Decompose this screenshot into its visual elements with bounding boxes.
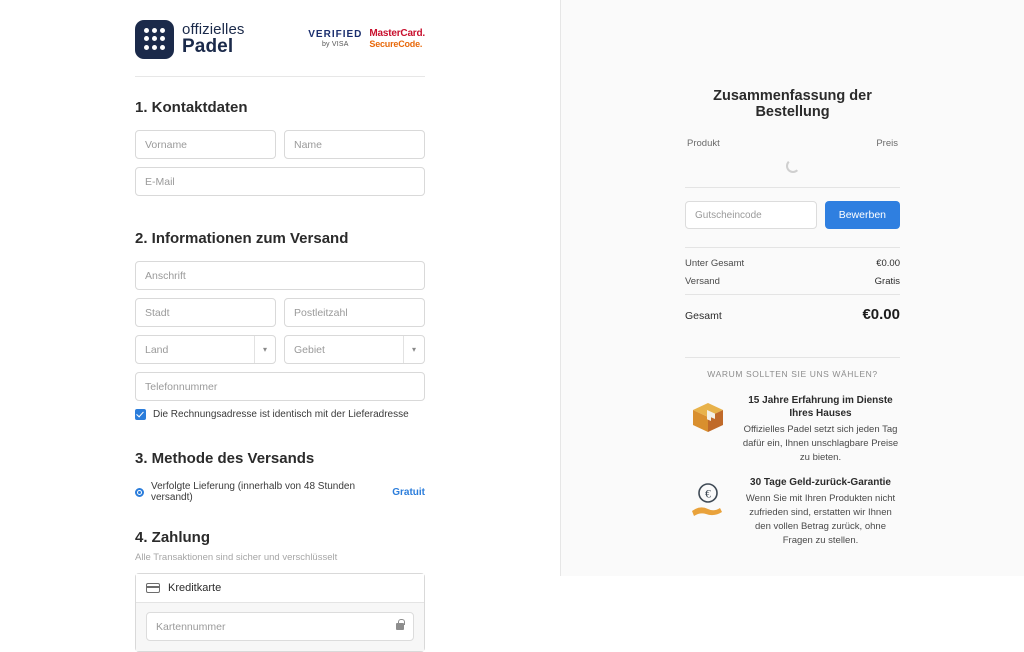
shipping-method-section-title: 3. Methode des Versands (135, 450, 315, 467)
credit-card-icon (146, 583, 160, 593)
region-select-value: Gebiet (294, 343, 325, 356)
card-number-input[interactable] (146, 612, 414, 641)
payment-card-body (136, 603, 424, 651)
email-input[interactable]: E-Mail (135, 167, 425, 196)
country-select-value: Land (145, 343, 169, 356)
grand-total-value: €0.00 (862, 306, 900, 323)
chevron-down-icon: ▾ (403, 336, 424, 363)
city-input[interactable]: Stadt (135, 298, 276, 327)
subtotal-row (685, 258, 900, 269)
logo-line-2: Padel (182, 35, 234, 57)
checkbox-checked-icon[interactable] (135, 409, 146, 420)
summary-divider (685, 187, 900, 188)
card-number-placeholder: Kartennummer (156, 620, 226, 633)
shipping-cost-value: Gratis (874, 276, 900, 287)
address-input[interactable]: Anschrift (135, 261, 425, 290)
money-back-hand-euro-icon (685, 476, 731, 522)
payment-secure-note: Alle Transaktionen sind sicher und verschlüsselt (135, 552, 338, 563)
credit-card-option[interactable] (136, 574, 424, 603)
totals-block (685, 247, 900, 323)
lastname-input[interactable]: Name (284, 130, 425, 159)
shipping-method-option[interactable] (135, 481, 425, 503)
region-select[interactable] (284, 335, 425, 364)
perk-title: 15 Jahre Erfahrung im Dienste Ihres Hauses (748, 395, 893, 419)
order-summary-column (560, 0, 1024, 576)
shipping-cost-row (685, 276, 900, 287)
header-divider (135, 76, 425, 77)
apply-coupon-button[interactable]: Bewerben (825, 201, 900, 229)
perk-item (685, 394, 900, 464)
lock-icon (396, 623, 404, 630)
why-divider (685, 357, 900, 358)
radio-selected-icon[interactable] (135, 488, 144, 497)
column-header-price: Preis (876, 138, 898, 149)
same-billing-address-checkbox-row[interactable] (135, 409, 425, 420)
column-header-product: Produkt (687, 138, 720, 149)
brand-header (135, 8, 425, 70)
payment-method-card (135, 573, 425, 652)
trust-badges (308, 29, 425, 49)
coupon-input[interactable]: Gutscheincode (685, 201, 817, 229)
country-select[interactable] (135, 335, 276, 364)
shipping-method-price: Gratuit (392, 486, 425, 498)
same-billing-address-label: Die Rechnungsadresse ist identisch mit der Lieferadresse (153, 409, 409, 420)
credit-card-label: Kreditkarte (168, 582, 222, 594)
payment-section-title: 4. Zahlung (135, 529, 210, 546)
perk-item (685, 476, 900, 547)
shipping-section-title: 2. Informationen zum Versand (135, 230, 349, 247)
subtotal-label: Unter Gesamt (685, 258, 745, 269)
logo-wordmark (182, 22, 245, 57)
mastercard-securecode-icon: MasterCard. SecureCode. (369, 28, 425, 49)
perk-text: Offizielles Padel setzt sich jeden Tag dafür ein, Ihnen unschlagbare Preise zu bieten. (742, 424, 899, 463)
order-summary-title: Zusammenfassung der Bestellung (713, 88, 872, 120)
perk-title: 30 Tage Geld-zurück-Garantie (750, 477, 891, 489)
grand-total-row (685, 294, 900, 323)
shipping-cost-label: Versand (685, 276, 720, 287)
phone-input[interactable]: Telefonnummer (135, 372, 425, 401)
why-choose-us-heading: WARUM SOLLTEN SIE UNS WÄHLEN? (699, 369, 885, 379)
grand-total-label: Gesamt (685, 310, 722, 322)
perk-text: Wenn Sie mit Ihren Produkten nicht zufrieden sind, erstatten wir Ihnen den vollen Betrag zurück, ohne Fragen zu stellen. (745, 493, 896, 546)
coupon-row (685, 201, 900, 229)
why-choose-us-section (685, 363, 900, 547)
contact-section-title: 1. Kontaktdaten (135, 99, 248, 116)
loading-spinner-icon (786, 159, 800, 173)
padel-dots-logo-icon (135, 20, 174, 59)
svg-text:€: € (705, 486, 711, 501)
summary-loading-area (685, 149, 900, 183)
summary-table-header (685, 138, 900, 149)
verified-by-visa-icon: VERIFIED by VISA (308, 29, 363, 48)
firstname-input[interactable]: Vorname (135, 130, 276, 159)
site-logo[interactable] (135, 20, 245, 59)
shipping-method-label: Verfolgte Lieferung (innerhalb von 48 Stunden versandt) (151, 481, 356, 503)
logo-line-1: offizielles (182, 20, 245, 38)
subtotal-value: €0.00 (876, 258, 900, 269)
zip-input[interactable]: Postleitzahl (284, 298, 425, 327)
chevron-down-icon: ▾ (254, 336, 275, 363)
package-box-icon (685, 394, 731, 440)
